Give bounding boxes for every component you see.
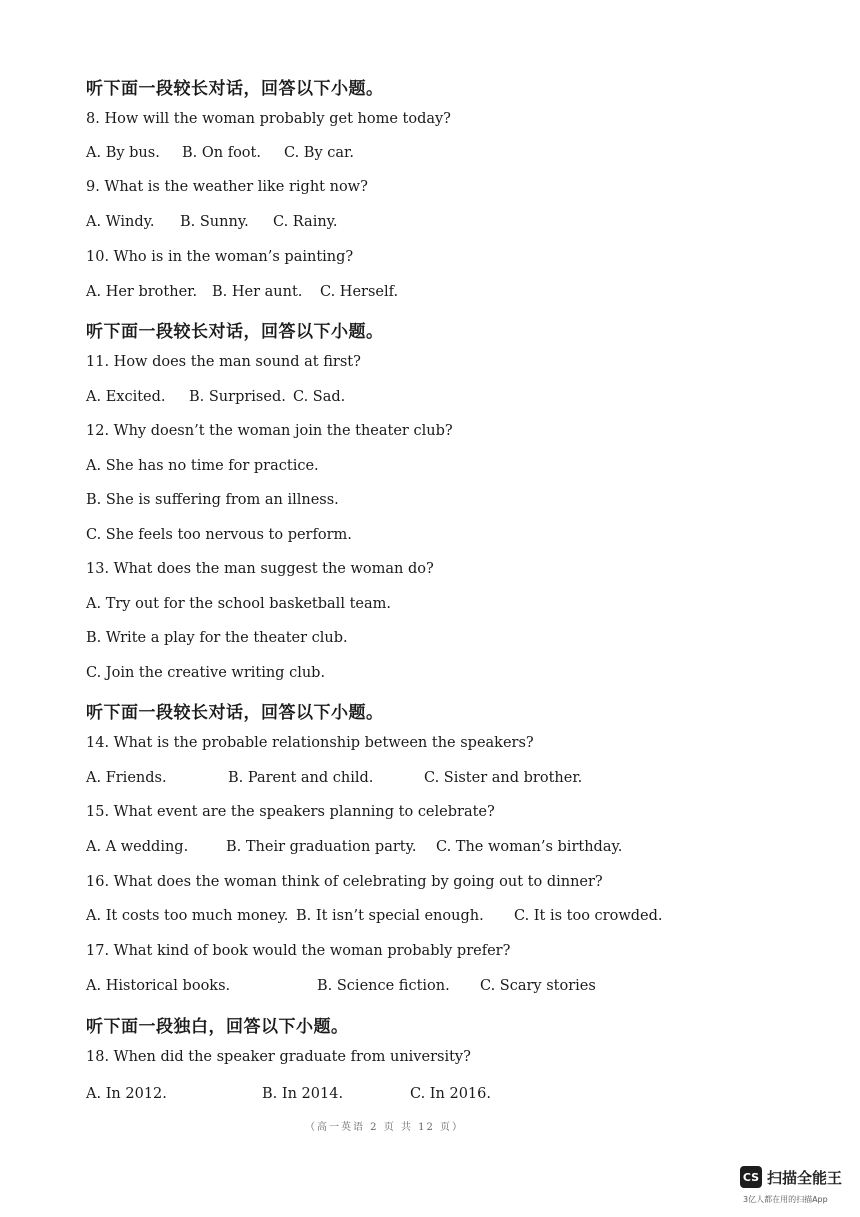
option-a: A. Windy.	[86, 214, 155, 230]
question-16: 16. What does the woman think of celebrating by going out to dinner?	[86, 874, 603, 890]
option-b: B. Science fiction.	[317, 978, 450, 994]
option-a: A. It costs too much money.	[86, 908, 289, 924]
option-a: A. By bus.	[86, 145, 160, 161]
option-b: B. In 2014.	[262, 1086, 344, 1102]
option-c: C. Rainy.	[273, 214, 338, 230]
scanner-watermark	[740, 1166, 842, 1188]
option-b: B. Write a play for the theater club.	[86, 630, 348, 646]
option-a: A. She has no time for practice.	[86, 458, 319, 474]
option-c: C. Sad.	[293, 389, 346, 405]
question-9: 9. What is the weather like right now?	[86, 179, 368, 195]
option-c: C. Sister and brother.	[424, 770, 583, 786]
option-a: A. Try out for the school basketball team.	[86, 596, 391, 612]
option-c: C. She feels too nervous to perform.	[86, 527, 352, 543]
section-heading: 听下面一段独白，回答以下小题。	[86, 1017, 349, 1037]
options-11	[86, 389, 686, 409]
watermark-brand: 扫描全能王	[767, 1168, 843, 1187]
option-b: B. Parent and child.	[228, 770, 374, 786]
question-8: 8. How will the woman probably get home today?	[86, 111, 451, 127]
options-18	[86, 1086, 686, 1106]
question-12: 12. Why doesn’t the woman join the theater club?	[86, 423, 453, 439]
options-17	[86, 978, 686, 998]
option-a: A. A wedding.	[86, 839, 189, 855]
options-16	[86, 908, 766, 928]
option-b: B. Surprised.	[189, 389, 286, 405]
option-b: B. On foot.	[182, 145, 261, 161]
option-a: A. In 2012.	[86, 1086, 167, 1102]
options-15	[86, 839, 686, 859]
page-footer: （高一英语 2 页 共 12 页）	[305, 1122, 464, 1133]
question-18: 18. When did the speaker graduate from university?	[86, 1049, 471, 1065]
option-a: A. Excited.	[86, 389, 166, 405]
options-14	[86, 770, 686, 790]
option-b: B. Their graduation party.	[226, 839, 417, 855]
options-10	[86, 284, 686, 304]
question-15: 15. What event are the speakers planning to celebrate?	[86, 804, 495, 820]
question-11: 11. How does the man sound at first?	[86, 354, 361, 370]
option-c: C. Join the creative writing club.	[86, 665, 326, 681]
option-b: B. It isn’t special enough.	[296, 908, 484, 924]
option-a: A. Historical books.	[86, 978, 231, 994]
option-c: C. It is too crowded.	[514, 908, 663, 924]
option-a: A. Her brother.	[86, 284, 198, 300]
option-b: B. Sunny.	[180, 214, 249, 230]
option-b: B. Her aunt.	[212, 284, 303, 300]
camscanner-logo-icon: CS	[740, 1166, 762, 1188]
question-14: 14. What is the probable relationship between the speakers?	[86, 735, 534, 751]
options-8	[86, 145, 686, 165]
option-c: C. Scary stories	[480, 978, 596, 994]
section-heading: 听下面一段较长对话，回答以下小题。	[86, 703, 384, 723]
question-17: 17. What kind of book would the woman probably prefer?	[86, 943, 511, 959]
option-b: B. She is suffering from an illness.	[86, 492, 339, 508]
option-c: C. By car.	[284, 145, 354, 161]
section-heading: 听下面一段较长对话，回答以下小题。	[86, 322, 384, 342]
option-a: A. Friends.	[86, 770, 167, 786]
options-9	[86, 214, 686, 234]
option-c: C. In 2016.	[410, 1086, 491, 1102]
option-c: C. Herself.	[320, 284, 399, 300]
question-13: 13. What does the man suggest the woman do?	[86, 561, 434, 577]
section-heading: 听下面一段较长对话，回答以下小题。	[86, 79, 384, 99]
watermark-tagline: 3亿人都在用的扫描App	[743, 1195, 828, 1204]
option-c: C. The woman’s birthday.	[436, 839, 623, 855]
question-10: 10. Who is in the woman’s painting?	[86, 249, 354, 265]
